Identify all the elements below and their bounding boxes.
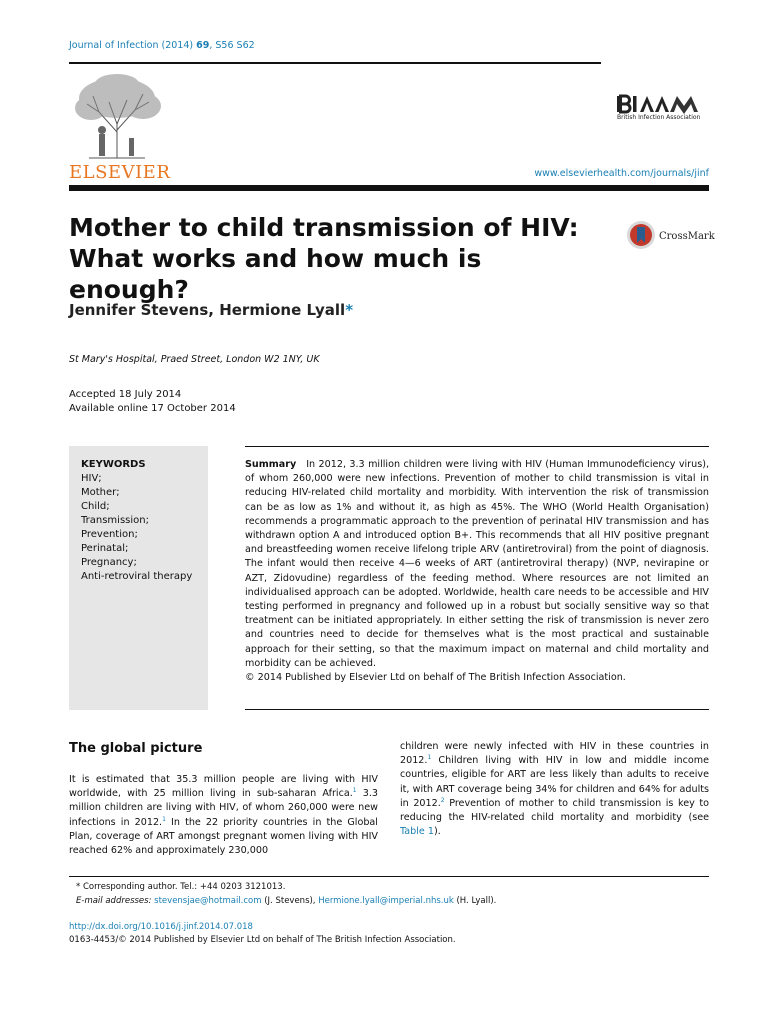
keywords-heading: KEYWORDS bbox=[81, 459, 146, 470]
corresponding-author-note: * Corresponding author. Tel.: +44 0203 3121013. bbox=[76, 882, 286, 892]
paragraph-text: In the 22 priority countries in the Global Plan, coverage of ART amongst pregnant women living with HIV reached 62% and approximately 230,000 bbox=[69, 816, 378, 857]
email-label: E-mail addresses: bbox=[76, 895, 152, 906]
table-1-link[interactable]: Table 1 bbox=[400, 826, 434, 838]
issn-copyright-line: 0163-4453/© 2014 Published by Elsevier Ltd on behalf of The British Infection Association. bbox=[69, 935, 456, 945]
authors-names: Jennifer Stevens, Hermione Lyall bbox=[69, 301, 346, 319]
keyword-item: Anti-retroviral therapy bbox=[81, 571, 193, 582]
abstract-copyright: © 2014 Published by Elsevier Ltd on behalf of The British Infection Association. bbox=[245, 672, 626, 684]
keyword-item: Perinatal; bbox=[81, 543, 129, 554]
keyword-item: Pregnancy; bbox=[81, 557, 137, 568]
paragraph-text: Children living with HIV in low and middle income countries, eligible for ART are less likely than adults to receive it, with ART coverage being 34% for children and 64% for adults in 2012. bbox=[400, 755, 709, 809]
reference-link[interactable]: 1 bbox=[162, 815, 166, 823]
journal-pages: S56 S62 bbox=[215, 40, 255, 51]
keyword-item: Prevention; bbox=[81, 529, 138, 540]
email-owner: (J. Stevens), bbox=[261, 895, 319, 906]
journal-url-link[interactable]: www.elsevierhealth.com/journals/jinf bbox=[534, 168, 709, 179]
elsevier-logo-text: ELSEVIER bbox=[69, 162, 171, 183]
journal-volume: 69 bbox=[196, 40, 210, 51]
author-list bbox=[69, 301, 353, 319]
abstract bbox=[245, 458, 709, 685]
journal-name: Journal of Infection (2014) bbox=[69, 40, 194, 51]
keywords-list bbox=[81, 458, 192, 584]
email-link-lyall[interactable]: Hermione.lyall@imperial.nhs.uk bbox=[318, 895, 454, 906]
keyword-item: Child; bbox=[81, 501, 110, 512]
section-heading: The global picture bbox=[69, 741, 203, 756]
accepted-date: Accepted 18 July 2014 bbox=[69, 389, 182, 400]
abstract-label: Summary bbox=[245, 459, 297, 470]
paragraph-text: Prevention of mother to child transmission is key to reducing the HIV-related child mortality and morbidity (see bbox=[400, 797, 710, 824]
society-name: British Infection Association bbox=[617, 114, 701, 121]
email-link-stevens[interactable]: stevensjae@hotmail.com bbox=[154, 895, 262, 906]
crossmark-label: CrossMark bbox=[659, 231, 715, 242]
keyword-item: HIV; bbox=[81, 473, 102, 484]
elsevier-tree-logo-icon bbox=[69, 72, 165, 160]
abstract-bottom-rule bbox=[245, 709, 709, 710]
available-online-date: Available online 17 October 2014 bbox=[69, 403, 236, 414]
email-owner: (H. Lyall). bbox=[453, 895, 497, 906]
reference-link[interactable]: 2 bbox=[440, 796, 445, 804]
email-line bbox=[76, 895, 496, 909]
abstract-top-rule bbox=[245, 446, 709, 447]
article-dates bbox=[69, 388, 236, 416]
header-divider bbox=[69, 62, 601, 64]
abstract-text: In 2012, 3.3 million children were living with HIV (Human Immunodeficiency virus), of whom 260,000 were new infections. Prevention of mother to child transmission is vital in reducing HIV-related child mortality and morbidity. With intervention the risk of transmission can be as low as 1% and without it, as high as 45%. The WHO (World Health Organisation) recommends a programmatic approach to the prevention of perinatal HIV transmission and has withdrawn option A and introduced option B+. This recommends that all HIV positive pregnant and breastfeeding women receive lifelong triple ARV (antiretroviral) from the point of diagnosis. The infant would then receive 4—6 weeks of ART (antiretroviral therapy) (NVP, nevirapine or AZT, Zidovudine) regardless of the feeding method. Where resources are not limited an individualised approach can be adopted. Worldwide, health care needs to be accessible and HIV testing performed in pregnancy and followed up in a robust but socially sensitive way so that treatment can be initiated appropriately. In either setting the risk of transmission is never zero and countries need to decide for themselves what is the most practical and sustainable approach for their setting, so that the maximum impact on maternal and child mortality and morbidity can be achieved. bbox=[245, 459, 709, 669]
keyword-item: Transmission; bbox=[81, 515, 149, 526]
affiliation: St Mary's Hospital, Praed Street, London W2 1NY, UK bbox=[69, 354, 320, 365]
keyword-item: Mother; bbox=[81, 487, 120, 498]
paragraph-text: children were newly infected with HIV in these countries in 2012. bbox=[400, 741, 709, 767]
body-column-left bbox=[69, 773, 378, 858]
paragraph-text: It is estimated that 35.3 million people are living with HIV worldwide, with 25 million living in sub-saharan Africa. bbox=[69, 774, 378, 800]
journal-citation[interactable]: Journal of Infection (2014) 69, S56 S62 bbox=[69, 40, 255, 51]
reference-link[interactable]: 1 bbox=[427, 754, 432, 762]
reference-link[interactable]: 1 bbox=[352, 787, 357, 795]
paragraph-text: ). bbox=[433, 826, 441, 838]
footnote bbox=[76, 881, 496, 908]
paragraph-text: 3.3 million children are living with HIV, of whom 260,000 were new infections in 2012. bbox=[69, 788, 378, 828]
article-title: Mother to child transmission of HIV: What works and how much is enough? bbox=[69, 213, 579, 304]
header-thick-divider bbox=[69, 185, 709, 191]
corresponding-author-marker[interactable]: * bbox=[345, 301, 354, 319]
doi-link[interactable]: http://dx.doi.org/10.1016/j.jinf.2014.07.018 bbox=[69, 922, 253, 932]
body-column-right bbox=[400, 740, 709, 839]
footnote-rule bbox=[69, 876, 709, 877]
